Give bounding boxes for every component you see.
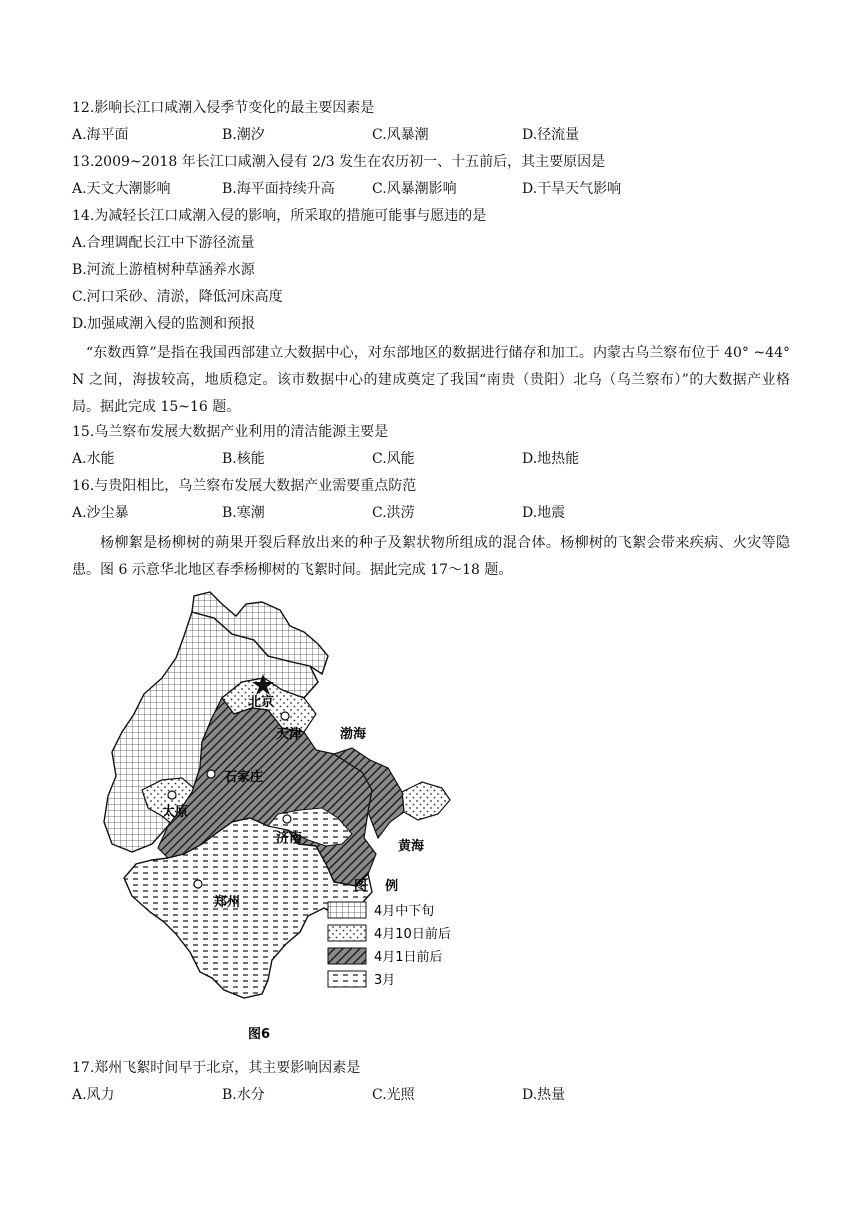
q13-option-d: D.干旱天气影响 bbox=[522, 181, 622, 197]
question-17-stem: 17.郑州飞絮时间早于北京，其主要影响因素是 bbox=[72, 1060, 361, 1076]
passage-east-data-west-computing: “东数西算”是指在我国西部建立大数据中心，对东部地区的数据进行储存和加工。内蒙古乌兰察布位于 40° ~44° N 之间，海拔较高，地质稳定。该市数据中心的建成奠定了我国“南贵（贵阳）北乌（乌兰察布）”的大数据产业格局。据此完成 15~16 题。 bbox=[72, 345, 790, 415]
q12-option-b: B.潮汐 bbox=[222, 127, 265, 143]
label-zhengzhou: 郑州 bbox=[214, 895, 241, 910]
q17-option-b: B.水分 bbox=[222, 1087, 265, 1103]
question-14-stem: 14.为减轻长江口咸潮入侵的影响，所采取的措施可能事与愿违的是 bbox=[72, 208, 487, 224]
passage-willow-catkin: 杨柳絮是杨柳树的蒴果开裂后释放出来的种子及絮状物所组成的混合体。杨柳树的飞絮会带来疾病、火灾等隐患。图 6 示意华北地区春季杨柳树的飞絮时间。据此完成 17～18 题。 bbox=[72, 535, 790, 578]
legend-item-1: 4月中下旬 bbox=[374, 904, 435, 919]
q13-option-b: B.海平面持续升高 bbox=[222, 181, 335, 197]
q16-option-d: D.地震 bbox=[522, 505, 566, 521]
q15-option-c: C.风能 bbox=[372, 451, 415, 467]
legend-swatch-dots bbox=[328, 925, 366, 941]
q12-option-c: C.风暴潮 bbox=[372, 127, 429, 143]
legend-title: 图 例 bbox=[354, 879, 399, 894]
q15-option-b: B.核能 bbox=[222, 451, 265, 467]
label-jinan: 济南 bbox=[276, 831, 303, 846]
legend-swatch-hatch bbox=[328, 948, 366, 964]
q15-option-a: A.水能 bbox=[72, 451, 115, 467]
label-taiyuan: 太原 bbox=[162, 805, 189, 820]
label-yellow-sea: 黄海 bbox=[398, 839, 425, 854]
label-beijing: 北京 bbox=[248, 695, 275, 710]
q17-option-c: C.光照 bbox=[372, 1087, 415, 1103]
jinan-marker bbox=[283, 815, 291, 823]
question-16-stem: 16.与贵阳相比，乌兰察布发展大数据产业需要重点防范 bbox=[72, 478, 417, 494]
q16-option-b: B.寒潮 bbox=[222, 505, 265, 521]
q12-option-a: A.海平面 bbox=[72, 127, 129, 143]
q14-option-c: C.河口采砂、清淤，降低河床高度 bbox=[72, 289, 283, 305]
q14-option-b: B.河流上游植树种草涵养水源 bbox=[72, 262, 255, 278]
figure-6-map bbox=[72, 582, 452, 1050]
legend-swatch-dash bbox=[328, 971, 366, 987]
q14-option-d: D.加强咸潮入侵的监测和预报 bbox=[72, 316, 256, 332]
q17-option-a: A.风力 bbox=[72, 1087, 115, 1103]
north-china-catkin-map bbox=[72, 582, 452, 1050]
q13-option-a: A.天文大潮影响 bbox=[72, 181, 171, 197]
label-bohai-sea: 渤海 bbox=[340, 727, 367, 742]
taiyuan-marker bbox=[168, 791, 176, 799]
legend-swatch-grid bbox=[328, 902, 366, 918]
figure-caption: 图6 bbox=[248, 1027, 271, 1042]
q17-option-d: D.热量 bbox=[522, 1087, 566, 1103]
legend-item-2: 4月10日前后 bbox=[374, 927, 451, 942]
tianjin-marker bbox=[281, 712, 289, 720]
q15-option-d: D.地热能 bbox=[522, 451, 580, 467]
legend-item-4: 3月 bbox=[374, 973, 396, 988]
shijiazhuang-marker bbox=[207, 770, 215, 778]
label-tianjin: 天津 bbox=[276, 727, 303, 742]
zhengzhou-marker bbox=[194, 880, 202, 888]
question-12-stem: 12.影响长江口咸潮入侵季节变化的最主要因素是 bbox=[72, 100, 375, 116]
label-shijiazhuang: 石家庄 bbox=[224, 770, 264, 785]
question-13-stem: 13.2009~2018 年长江口咸潮入侵有 2/3 发生在农历初一、十五前后，其主要原因是 bbox=[72, 154, 606, 170]
q16-option-c: C.洪涝 bbox=[372, 505, 415, 521]
legend-item-3: 4月1日前后 bbox=[374, 950, 443, 965]
q13-option-c: C.风暴潮影响 bbox=[372, 181, 457, 197]
question-15-stem: 15.乌兰察布发展大数据产业利用的清洁能源主要是 bbox=[72, 424, 389, 440]
q14-option-a: A.合理调配长江中下游径流量 bbox=[72, 235, 255, 251]
region-around-april-10-shandong bbox=[402, 782, 450, 820]
q16-option-a: A.沙尘暴 bbox=[72, 505, 129, 521]
q12-option-d: D.径流量 bbox=[522, 127, 580, 143]
